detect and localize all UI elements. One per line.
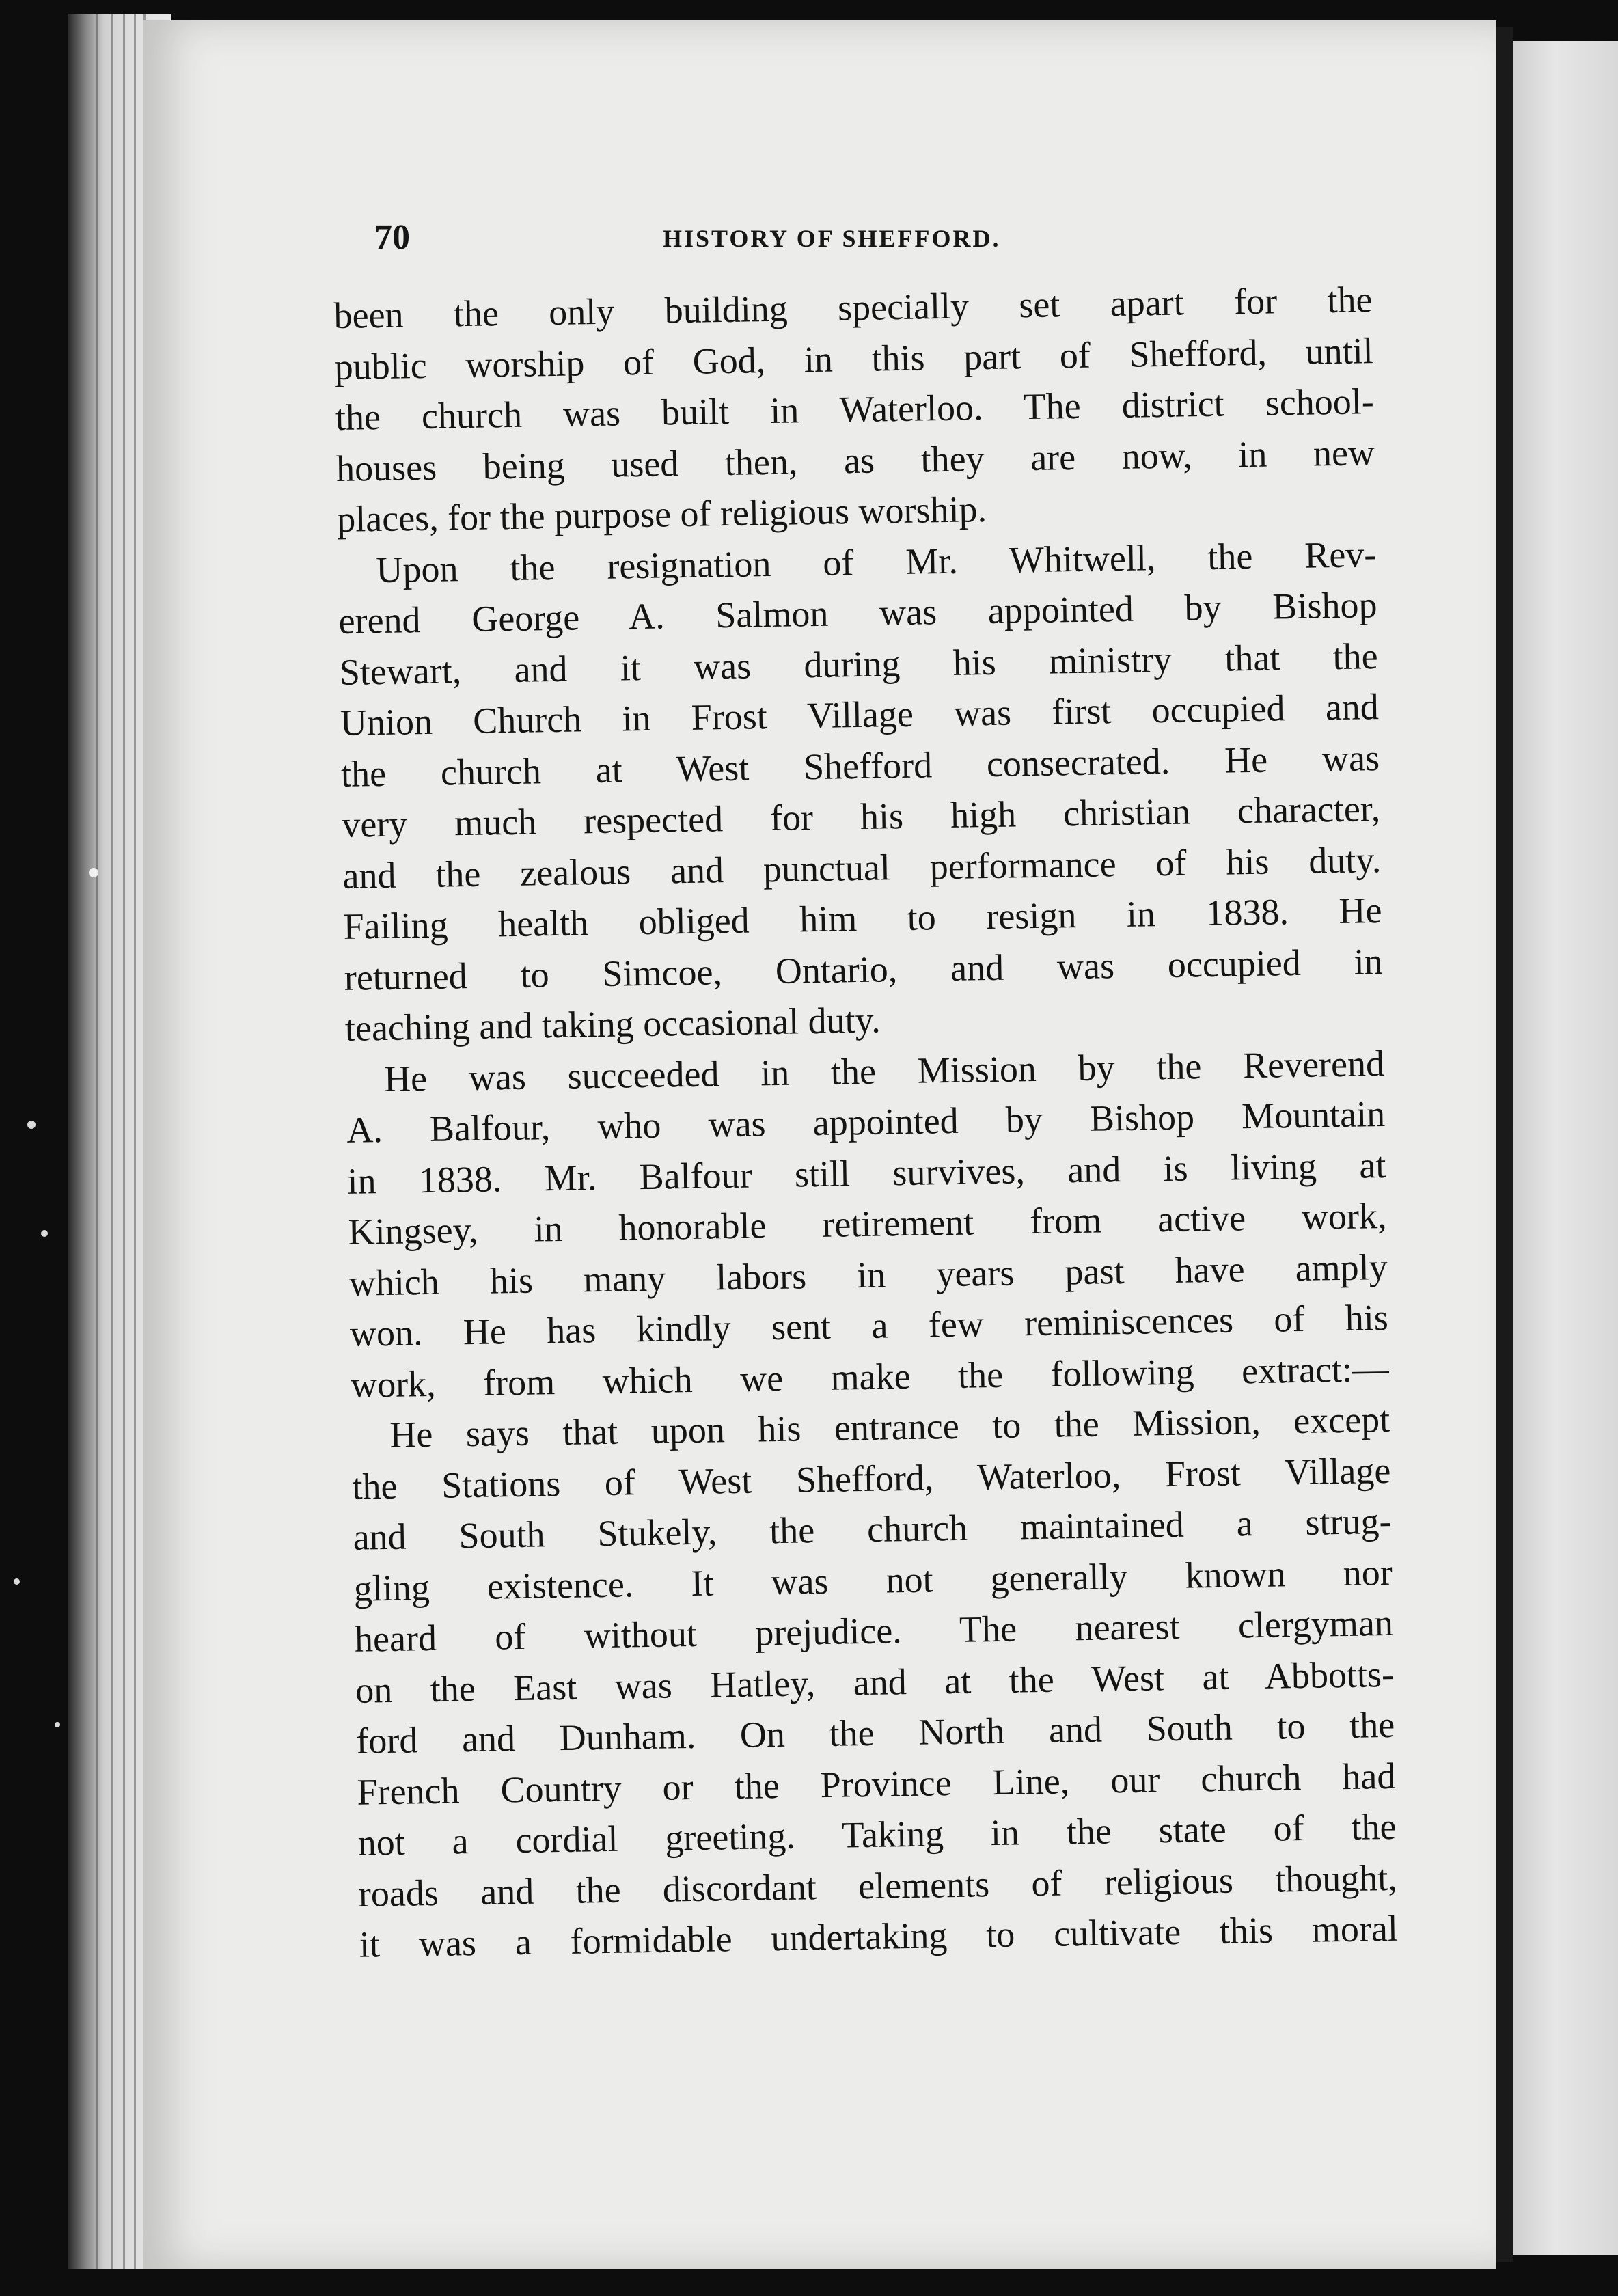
text-line: He was succeeded in the Mission by the Reverend <box>383 1042 1385 1099</box>
text-line: the church was built in Waterloo. The district school- <box>335 381 1375 438</box>
text-line: houses being used then, as they are now, in new <box>335 431 1375 489</box>
text-line: French Country or the Province Line, our church had <box>357 1755 1396 1813</box>
text-line: public worship of God, in this part of Shefford, until <box>334 329 1374 387</box>
text-line: won. He has kindly sent a few reminiscences of his <box>349 1296 1389 1354</box>
scan-speck <box>14 1578 20 1585</box>
running-head <box>374 217 1372 272</box>
text-line: it was a formidable undertaking to cultivate this moral <box>359 1907 1399 1965</box>
scan-speck <box>27 1121 36 1129</box>
text-line: and the zealous and punctual performance of his duty. <box>342 838 1382 897</box>
scan-speck <box>55 1722 60 1727</box>
text-line: been the only building specially set apart for the <box>333 279 1373 336</box>
text-line: teaching and taking occasional duty. <box>344 999 881 1049</box>
text-line: gling existence. It was not generally known nor <box>353 1551 1393 1609</box>
text-line: returned to Simcoe, Ontario, and was occupied in <box>344 940 1384 998</box>
body-text <box>333 274 1398 1970</box>
text-line: A. Balfour, who was appointed by Bishop Mountain <box>346 1093 1386 1151</box>
text-line: the Stations of West Shefford, Waterloo, Frost Village <box>352 1449 1391 1507</box>
text-line: heard of without prejudice. The nearest clergyman <box>354 1602 1394 1660</box>
page-number: 70 <box>374 218 410 257</box>
page-gutter <box>1496 27 1513 2262</box>
text-line: the church at West Shefford consecrated. He was <box>340 737 1380 795</box>
scan-speck <box>41 1230 48 1237</box>
adjacent-page-edge <box>1513 41 1618 2255</box>
text-line: He says that upon his entrance to the Mission, except <box>389 1398 1390 1456</box>
text-line: very much respected for his high christian character, <box>341 788 1381 845</box>
text-line: roads and the discordant elements of religious thought, <box>358 1857 1398 1915</box>
text-line: ford and Dunham. On the North and South to the <box>355 1704 1395 1762</box>
text-line: which his many labors in years past have amply <box>348 1246 1388 1304</box>
text-line: Upon the resignation of Mr. Whitwell, the Rev- <box>375 533 1377 590</box>
text-line: in 1838. Mr. Balfour still survives, and is living at <box>347 1144 1386 1202</box>
text-line: and South Stukely, the church maintained a strug- <box>353 1500 1392 1558</box>
text-line: places, for the purpose of religious worship. <box>336 489 987 540</box>
text-line: Kingsey, in honorable retirement from active work, <box>348 1194 1387 1253</box>
running-title: HISTORY OF SHEFFORD. <box>663 225 1001 252</box>
text-line: Failing health obliged him to resign in 1838. He <box>343 890 1382 947</box>
text-line: Union Church in Frost Village was first occupied and <box>340 686 1380 743</box>
text-line: work, from which we make the following extract:— <box>350 1348 1390 1406</box>
text-line: on the East was Hatley, and at the West at Abbotts- <box>355 1653 1395 1711</box>
text-line: Stewart, and it was during his ministry that the <box>339 635 1379 693</box>
text-line: erend George A. Salmon was appointed by Bishop <box>338 584 1377 642</box>
scan-speck <box>89 868 98 877</box>
text-line: not a cordial greeting. Taking in the state of the <box>357 1805 1397 1863</box>
